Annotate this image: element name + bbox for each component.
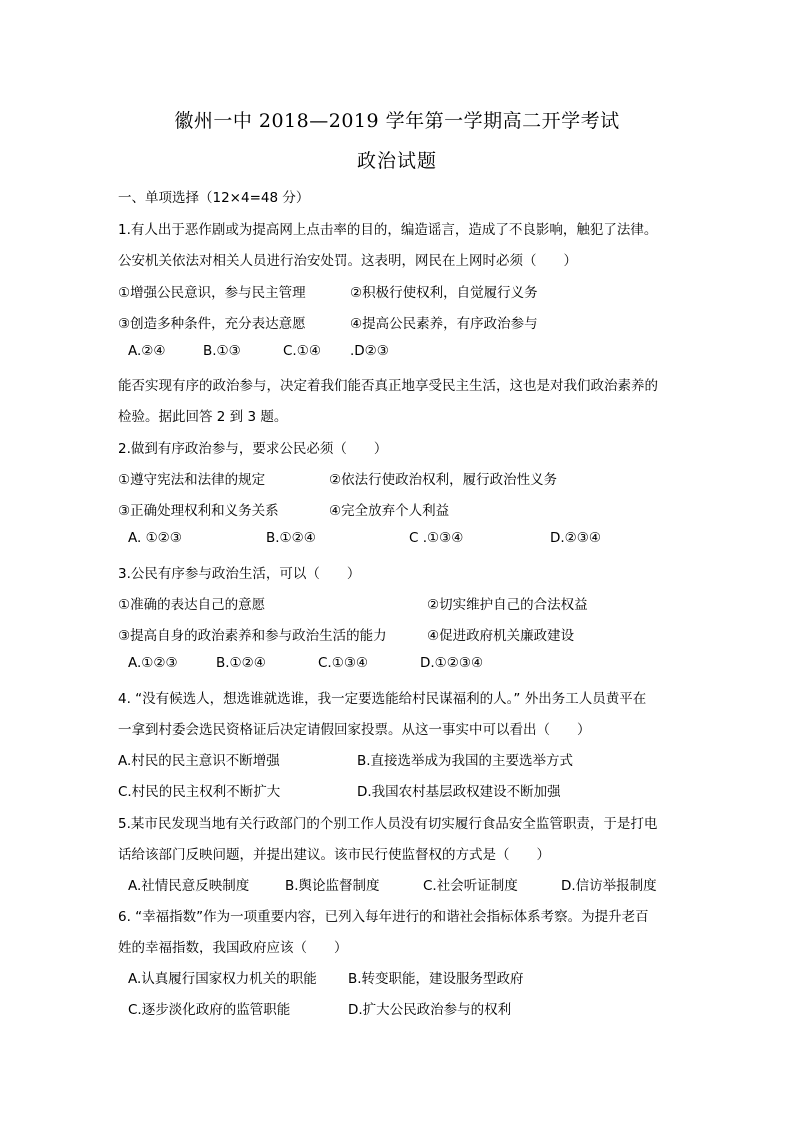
- q2-statement-4: ④完全放弃个人利益: [329, 503, 450, 519]
- q3-option-b: B.①②④: [216, 655, 266, 671]
- q1-option-a: A.②④: [128, 343, 166, 359]
- q1-statement-1: ①增强公民意识，参与民主管理: [118, 285, 306, 301]
- q6-option-b: B.转变职能，建设服务型政府: [348, 971, 524, 987]
- q5-stem-line2: 话给该部门反映问题，并提出建议。该市民行使监督权的方式是（ ）: [118, 847, 550, 863]
- q4-option-d: D.我国农村基层政权建设不断加强: [357, 784, 561, 800]
- q4-option-a: A.村民的民主意识不断增强: [118, 753, 280, 769]
- q1-statement-2: ②积极行使权利，自觉履行义务: [350, 285, 538, 301]
- q6-option-c: C.逐步淡化政府的监管职能: [128, 1002, 291, 1018]
- q3-statement-4: ④促进政府机关廉政建设: [427, 628, 575, 644]
- exam-subtitle: 政治试题: [356, 150, 437, 172]
- intro-line1: 能否实现有序的政治参与，决定着我们能否真正地享受民主生活，这也是对我们政治素养的: [118, 378, 658, 394]
- q2-option-d: D.②③④: [550, 530, 601, 546]
- q5-option-c: C.社会听证制度: [423, 878, 518, 894]
- q3-option-d: D.①②③④: [420, 655, 484, 671]
- q2-statement-1: ①遵守宪法和法律的规定: [118, 472, 266, 488]
- q5-stem-line1: 5.某市民发现当地有关行政部门的个别工作人员没有切实履行食品安全监管职责，于是打电: [118, 816, 658, 832]
- q1-stem-line1: 1.有人出于恶作剧或为提高网上点击率的目的，编造谣言，造成了不良影响，触犯了法律。: [118, 222, 658, 238]
- q2-statement-2: ②依法行使政治权利，履行政治性义务: [329, 472, 558, 488]
- q5-option-a: A.社情民意反映制度: [128, 878, 250, 894]
- q6-option-d: D.扩大公民政治参与的权利: [348, 1002, 512, 1018]
- q1-statement-4: ④提高公民素养，有序政治参与: [350, 316, 538, 332]
- q3-option-a: A.①②③: [128, 655, 178, 671]
- q1-statement-3: ③创造多种条件，充分表达意愿: [118, 316, 306, 332]
- section-heading: 一、单项选择（12×4=48 分）: [118, 190, 310, 206]
- q3-statement-1: ①准确的表达自己的意愿: [118, 597, 266, 613]
- q5-option-d: D.信访举报制度: [561, 878, 657, 894]
- q4-stem-line1: 4. “没有候选人，想选谁就选谁，我一定要选能给村民谋福利的人。” 外出务工人员黄平在: [118, 691, 647, 707]
- q2-option-a: A. ①②③: [128, 530, 182, 546]
- q2-option-b: B.①②④: [266, 530, 316, 546]
- q6-stem-line1: 6. “幸福指数”作为一项重要内容，已列入每年进行的和谐社会指标体系考察。为提升老百: [118, 909, 649, 925]
- q3-statement-2: ②切实维护自己的合法权益: [427, 597, 588, 613]
- q2-stem: 2.做到有序政治参与，要求公民必须（ ）: [118, 441, 388, 457]
- q2-statement-3: ③正确处理权利和义务关系: [118, 503, 279, 519]
- q3-option-c: C.①③④: [318, 655, 369, 671]
- q4-option-c: C.村民的民主权利不断扩大: [118, 784, 281, 800]
- q6-option-a: A.认真履行国家权力机关的职能: [128, 971, 317, 987]
- q1-option-c: C.①④: [283, 343, 321, 359]
- q1-stem-line2: 公安机关依法对相关人员进行治安处罚。这表明，网民在上网时必须（ ）: [118, 253, 577, 269]
- exam-title: 徽州一中 2018—2019 学年第一学期高二开学考试: [174, 110, 620, 132]
- q4-option-b: B.直接选举成为我国的主要选举方式: [357, 753, 574, 769]
- q1-option-b: B.①③: [203, 343, 241, 359]
- q2-option-c: C .①③④: [409, 530, 464, 546]
- q3-stem: 3.公民有序参与政治生活，可以（ ）: [118, 566, 361, 582]
- intro-line2: 检验。据此回答 2 到 3 题。: [118, 409, 288, 425]
- q6-stem-line2: 姓的幸福指数，我国政府应该（ ）: [118, 940, 348, 956]
- q1-option-d: .D②③: [350, 343, 389, 359]
- q5-option-b: B.舆论监督制度: [285, 878, 380, 894]
- q4-stem-line2: 一拿到村委会选民资格证后决定请假回家投票。从这一事实中可以看出（ ）: [118, 722, 591, 738]
- q3-statement-3: ③提高自身的政治素养和参与政治生活的能力: [118, 628, 387, 644]
